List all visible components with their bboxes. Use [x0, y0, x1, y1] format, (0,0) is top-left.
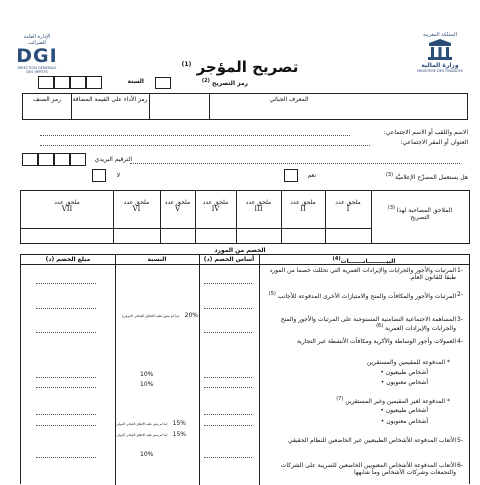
annex-col-2-num: II — [300, 205, 306, 213]
dgi-logo-sub1: DIRECTION GÉNÉRALE — [17, 66, 57, 70]
decl-code-note: (2) — [201, 78, 210, 84]
address-label: العنوان أو المقر الاجتماعي: — [400, 139, 468, 146]
name-input[interactable] — [40, 135, 350, 136]
year-label: السنة — [127, 78, 144, 85]
nonres-moral-amount-input[interactable] — [36, 425, 96, 426]
annex-col-4-label: ملحق عدد — [202, 199, 229, 206]
row-3-amount-input[interactable] — [36, 332, 96, 333]
residents-heading: * المدفوعة للمقيمين والمستقرين — [366, 359, 450, 366]
row-2-rate-value: 20% — [184, 312, 198, 319]
row-6-num: 6- — [457, 462, 463, 469]
annex-input-1[interactable] — [326, 229, 371, 242]
postal-box-3[interactable] — [54, 153, 70, 166]
residents-natural-base-input[interactable] — [204, 377, 252, 378]
annex-col-1-label: ملحق عدد — [335, 199, 361, 206]
ministry-logo — [412, 32, 468, 73]
postal-box-4[interactable] — [70, 153, 86, 166]
nonres-moral: أشخاص معنويون • — [380, 418, 428, 425]
annex-col-2-label: ملحق عدد — [290, 199, 316, 206]
annex-label — [373, 205, 467, 221]
residents-natural: أشخاص طبيعيون • — [380, 369, 428, 376]
row-5-base-input[interactable] — [204, 457, 252, 458]
col-items-header-note: (4) — [332, 256, 341, 262]
annex-col-3-num: III — [254, 205, 263, 213]
inform-question-note: (3) — [385, 172, 394, 178]
col-items-header — [259, 256, 469, 265]
page-title-text: تصريح المؤجر — [196, 58, 299, 76]
col-amount-header: مبلغ الخصم (د) — [45, 256, 91, 263]
annex-col-7 — [21, 199, 113, 213]
annex-label-text: الملاحق المصاحبة لهذا — [396, 207, 453, 214]
inform-question-text: هل يستعمل المصرِّح الإعلاميَّة — [394, 174, 468, 181]
annex-col-4-num: IV — [211, 205, 220, 213]
nonres-heading-note: (7) — [336, 396, 344, 402]
row-1-text: المرتبات والأجور والجرايات والإيرادات العمرية التي تحللت خصما من المورد طبقا للقانون العام. — [269, 267, 456, 281]
row-2-rate — [116, 302, 198, 321]
row-2-base-input[interactable] — [204, 308, 252, 309]
category-label: رمز الصنف — [32, 96, 62, 103]
annex-input-5[interactable] — [161, 229, 195, 242]
annex-col-4 — [195, 199, 236, 213]
row-3-text-body: المساهمة الاجتماعية التضامنية المستوجبة على المرتبات والأجور والمنح والجرايات والإيرادات العمرية — [280, 316, 456, 332]
residents-natural-amount-input[interactable] — [36, 377, 96, 378]
col-rate-header: النسبة — [147, 256, 167, 263]
annex-col-5-num: V — [174, 205, 181, 213]
annex-col-6 — [113, 199, 160, 213]
dgi-logo-arabic: الإدارة العامة للضرائب — [23, 34, 51, 46]
postal-label: الترقيم البريدي — [94, 156, 132, 163]
address-line2-input[interactable] — [130, 163, 460, 164]
residents-moral-text: أشخاص معنويون — [386, 379, 428, 386]
annex-label-text2: التصريح — [410, 214, 430, 221]
nonres-moral-rate — [100, 421, 186, 440]
row-1-num: 1- — [457, 267, 463, 274]
annex-col-2 — [281, 199, 325, 213]
annex-col-6-num: VI — [132, 205, 141, 213]
annex-col-6-label: ملحق عدد — [123, 199, 150, 206]
fiscal-id-label: المعرف الجبائي — [269, 96, 309, 103]
vat-code-label: رمز الأداء على القيمة المضافة — [72, 96, 148, 103]
row-2-amount-input[interactable] — [36, 308, 96, 309]
row-1-amount-input[interactable] — [36, 283, 96, 284]
ministry-emblem-icon — [425, 39, 455, 61]
year-box-2[interactable] — [54, 76, 70, 89]
year-box-4[interactable] — [86, 76, 102, 89]
annex-col-3 — [236, 199, 281, 213]
annex-col-1 — [325, 199, 371, 213]
nonres-moral-base-input[interactable] — [204, 425, 252, 426]
year-box-3[interactable] — [70, 76, 86, 89]
row-2-num: 2- — [457, 291, 463, 298]
annex-input-6[interactable] — [114, 229, 160, 242]
nonres-natural-base-input[interactable] — [204, 414, 252, 415]
nonres-heading-text: * المدفوعة لغير المقيمين وغير المستقرين — [345, 398, 450, 405]
row-5-amount-input[interactable] — [36, 457, 96, 458]
decl-code-box[interactable] — [155, 77, 171, 89]
ministry-logo-sub: MINISTÈRE DES FINANCES — [417, 69, 463, 73]
category-input[interactable] — [23, 105, 71, 119]
postal-box-1[interactable] — [22, 153, 38, 166]
residents-natural-text: أشخاص طبيعيون — [385, 369, 428, 376]
address-input[interactable] — [40, 145, 370, 146]
annex-col-7-label: ملحق عدد — [54, 199, 80, 206]
page-title-note: (1) — [181, 61, 192, 68]
residents-moral-amount-input[interactable] — [36, 387, 96, 388]
annex-col-1-num: I — [346, 205, 350, 213]
row-4-text: العمولات وأجور الوساطة والأكرية ومكافآت الأنشطة غير التجارية — [296, 338, 456, 345]
annex-col-7-num: VII — [61, 205, 73, 213]
nonres-moral-rate-note: (ما لم ينص عليه الاتفاق الجبائي الدولي) — [115, 433, 168, 437]
row-3-note: (6) — [376, 323, 384, 329]
annex-input-2[interactable] — [282, 229, 325, 242]
annex-col-5-label: ملحق عدد — [164, 199, 191, 206]
dgi-logo — [14, 34, 60, 74]
decl-code-label — [180, 78, 248, 87]
residents-moral-rate: 10% — [140, 381, 154, 388]
fiscal-id-input[interactable] — [209, 105, 467, 119]
col-items-header-text: البيـــــــــانـــــــات — [340, 258, 396, 265]
annex-table — [20, 190, 470, 244]
row-5-rate: 10% — [140, 451, 154, 458]
decl-code-label-text: رمز التصريح — [212, 80, 248, 87]
page-title — [170, 56, 310, 76]
postal-box-2[interactable] — [38, 153, 54, 166]
inform-question — [326, 172, 468, 181]
no-checkbox[interactable] — [92, 169, 106, 182]
row-3-text — [262, 316, 456, 332]
yes-label: نعم — [307, 172, 316, 179]
year-box-1[interactable] — [38, 76, 54, 89]
residents-moral: أشخاص معنويون • — [380, 379, 428, 386]
dgi-logo-sub2: DES IMPÔTS — [26, 70, 48, 74]
annex-col-3-label: ملحق عدد — [245, 199, 272, 206]
row-1-base-input[interactable] — [204, 283, 252, 284]
row-2-text-body: المرتبات والأجور والمكافآت والمنح والامتيازات الأخرى المدفوعة للأجانب — [277, 293, 456, 300]
nonres-natural-amount-input[interactable] — [36, 414, 96, 415]
nonres-natural: أشخاص طبيعيون • — [380, 407, 428, 414]
nonres-natural-rate-note: (ما لم ينص عليه الاتفاق الجبائي الدولي) — [115, 422, 168, 426]
residents-natural-rate: 10% — [140, 371, 154, 378]
annex-col-5 — [160, 199, 195, 213]
nonres-moral-text: أشخاص معنويون — [386, 418, 428, 425]
residents-moral-base-input[interactable] — [204, 387, 252, 388]
no-label: لا — [116, 172, 120, 179]
row-2-rate-note: (ما لم ينص عليه الاتفاق الجبائي الدولي) — [121, 314, 180, 318]
ministry-logo-main: وزارة المالية — [421, 62, 459, 69]
row-5-num: 5- — [457, 437, 463, 444]
nonres-natural-text: أشخاص طبيعيون — [385, 407, 428, 414]
withholding-title: الخصم من المورد — [214, 247, 266, 254]
nonres-heading — [290, 396, 450, 405]
ministry-logo-top: المملكة المغربية — [423, 32, 457, 38]
id-table — [22, 93, 468, 120]
dgi-logo-text: DGI — [16, 45, 58, 67]
col-base-header: أساس الخصم (د) — [203, 256, 255, 263]
row-4-num: 4- — [457, 338, 463, 345]
yes-checkbox[interactable] — [284, 169, 298, 182]
annex-input-4[interactable] — [196, 229, 236, 242]
row-2-text — [262, 291, 456, 300]
annex-label-note: (3) — [387, 205, 395, 211]
annex-input-7[interactable] — [21, 229, 113, 242]
name-label: الاسم واللقب أو الاسم الاجتماعي: — [383, 129, 468, 136]
row-3-num: 3- — [457, 316, 463, 323]
row-5-text: الأتعاب المدفوعة للأشخاص الطبيعيين غير الخاضعين للنظام الحقيقي — [287, 437, 456, 444]
annex-input-3[interactable] — [237, 229, 281, 242]
row-2-note: (5) — [268, 291, 276, 297]
nonres-moral-rate-value: 15% — [172, 431, 186, 438]
row-3-base-input[interactable] — [204, 332, 252, 333]
nonres-natural-rate-value: 15% — [172, 420, 186, 427]
row-6-text: الأتعاب المدفوعة للأشخاص المعنويين الخاضعين للضريبة على الشركات والتجمعات وشركات الأشخاص وما شابهها — [280, 462, 456, 476]
vat-code-input[interactable] — [71, 105, 149, 119]
